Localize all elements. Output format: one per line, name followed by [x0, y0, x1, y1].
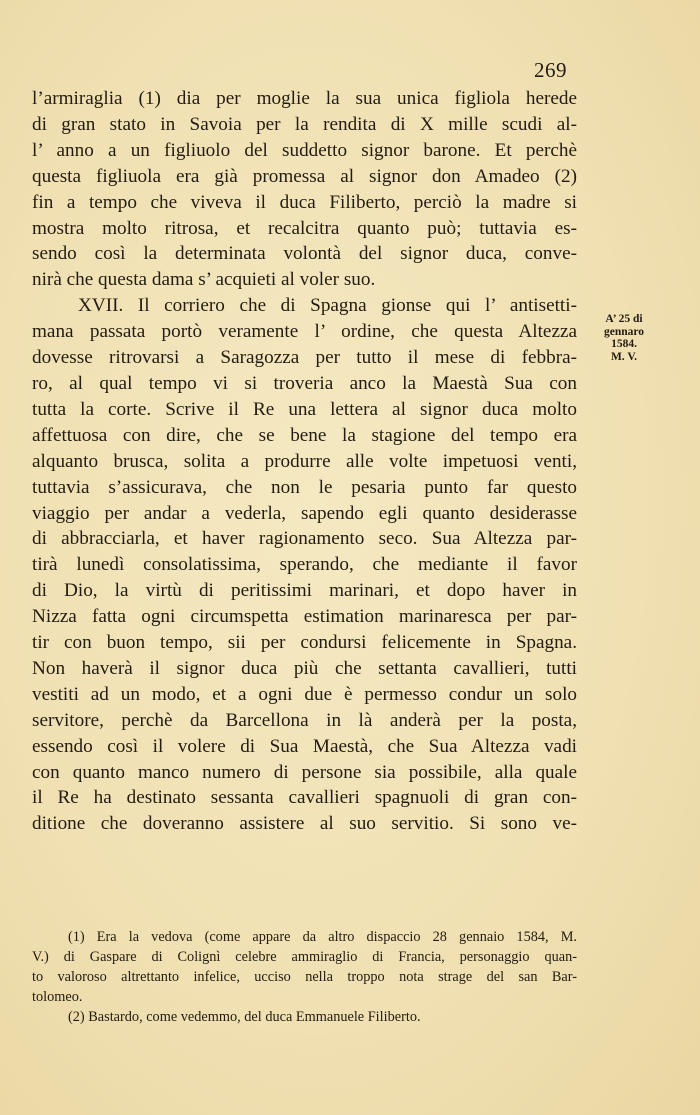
- text-line: mostra molto ritrosa, et recalcitra quanto può; tuttavia es-: [32, 217, 577, 239]
- text-line: dovesse ritrovarsi a Saragozza per tutto il mese di febbra-: [32, 347, 577, 369]
- section-heading-line: XVII. Il corriero che di Spagna gionse qui l’ antisetti-: [78, 295, 577, 317]
- footnote-line: V.) di Gaspare di Colignì celebre ammiraglio di Francia, personaggio quan-: [32, 948, 577, 965]
- text-line: fin a tempo che viveva il duca Filiberto, perciò la madre si: [32, 191, 577, 213]
- text-line: con quanto manco numero di persone sia possibile, alla quale: [32, 761, 577, 783]
- text-line: sendo così la determinata volontà del signor duca, conve-: [32, 243, 577, 265]
- text-line: tirà lunedì consolatissima, sperando, che mediante il favor: [32, 554, 577, 576]
- text-line: Nizza fatta ogni circumspetta estimation marinaresca per par-: [32, 606, 577, 628]
- text-line: Non haverà il signor duca più che settanta cavallieri, tutti: [32, 657, 577, 679]
- text-line: di gran stato in Savoia per la rendita di X mille scudi al-: [32, 113, 577, 135]
- footnote-line: to valoroso altrettanto infelice, ucciso nella troppo nota strage del san Bar-: [32, 968, 577, 985]
- text-line: di Dio, la virtù di peritissimi marinari, et dopo haver in: [32, 580, 577, 602]
- margin-note-date: [588, 313, 660, 363]
- margin-note-line: A’ 25 di: [605, 313, 643, 325]
- text-line: di abbracciarla, et haver ragionamento seco. Sua Altezza par-: [32, 528, 577, 550]
- text-line: il Re ha destinato sessanta cavallieri spagnuoli di gran con-: [32, 787, 577, 809]
- text-line: viaggio per andar a vederla, sapendo egli quanto desiderasse: [32, 502, 577, 524]
- text-line: ditione che doveranno assistere al suo servitio. Si sono ve-: [32, 813, 577, 835]
- margin-note-line: M. V.: [610, 350, 638, 363]
- text-line: alquanto brusca, solita a produrre alle volte impetuosi venti,: [32, 450, 577, 472]
- text-line: nirà che questa dama s’ acquieti al voler suo.: [32, 269, 376, 291]
- text-line: l’armiraglia (1) dia per moglie la sua unica figliola herede: [32, 88, 577, 109]
- text-line: tuttavia s’assicurava, che non le pesaria punto far questo: [32, 476, 577, 498]
- text-line: tutta la corte. Scrive il Re una lettera al signor duca molto: [32, 398, 577, 420]
- text-line: ro, al qual tempo vi si troveria anco la Maestà Sua con: [32, 372, 577, 394]
- footnote-line: tolomeo.: [32, 988, 83, 1005]
- footnote-line: (2) Bastardo, come vedemmo, del duca Emmanuele Filiberto.: [68, 1008, 421, 1025]
- text-line: servitore, perchè da Barcellona in là anderà per la posta,: [32, 709, 577, 731]
- text-line: tir con buon tempo, sii per condursi felicemente in Spagna.: [32, 632, 577, 654]
- main-text-block: [32, 86, 577, 837]
- text-line: questa figliuola era già promessa al signor don Amadeo (2): [32, 165, 577, 187]
- footnotes: [32, 928, 577, 1028]
- text-line: mana passata portò veramente l’ ordine, che questa Altezza: [32, 321, 577, 343]
- footnote-line: (1) Era la vedova (come appare da altro dispaccio 28 gennaio 1584, M.: [68, 929, 577, 945]
- text-line: essendo così il volere di Sua Maestà, che Sua Altezza vadi: [32, 735, 577, 757]
- margin-note-line: gennaro: [603, 325, 645, 338]
- page-number: 269: [534, 58, 567, 82]
- text-line: affettuosa con dire, che se bene la stagione del tempo era: [32, 424, 577, 446]
- text-line: vestiti ad un modo, et a ogni due è permesso condur un solo: [32, 683, 577, 705]
- text-line: l’ anno a un figliuolo del suddetto signor barone. Et perchè: [32, 139, 577, 161]
- margin-note-line: 1584.: [611, 338, 637, 350]
